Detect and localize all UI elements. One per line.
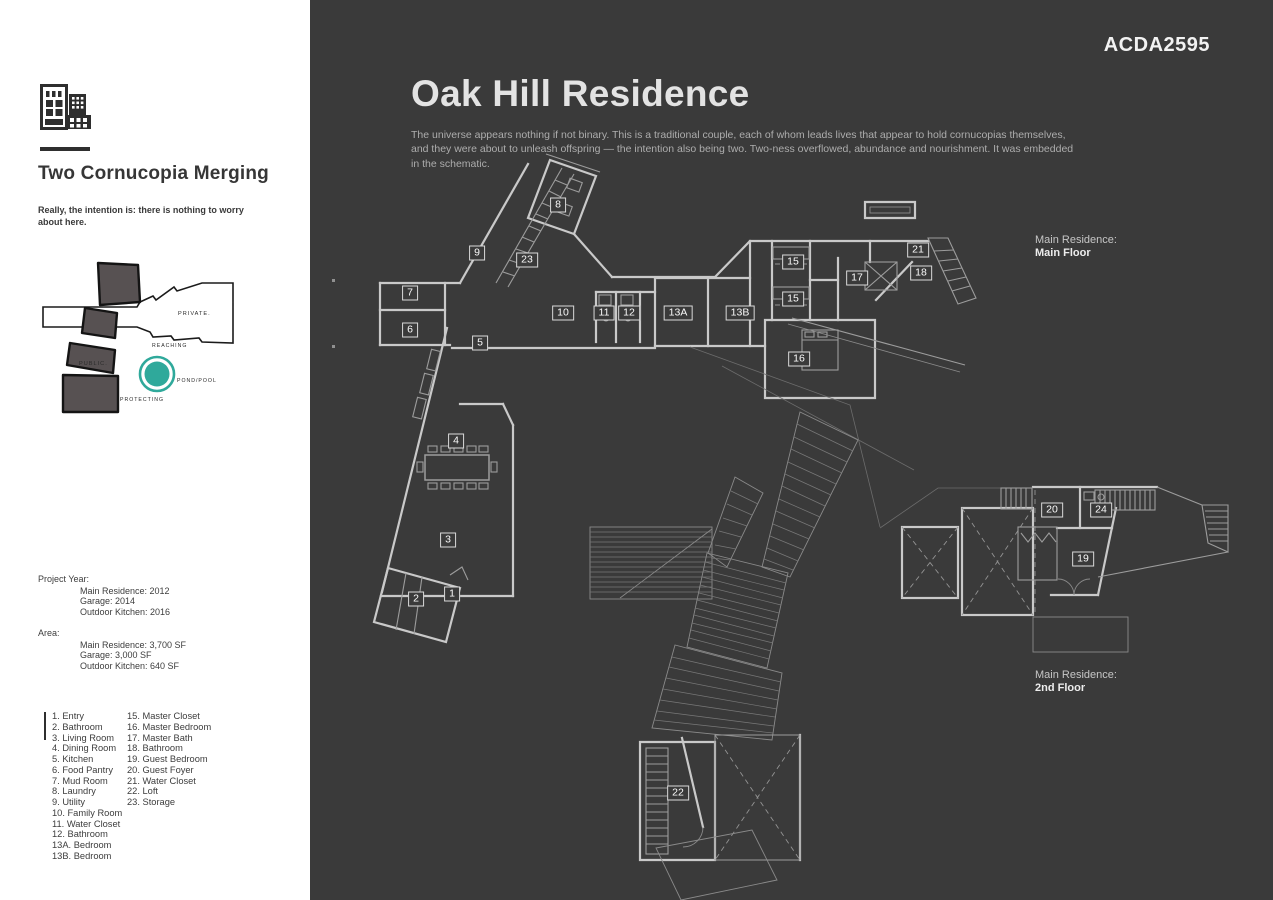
list-item: 5. Kitchen <box>52 754 94 764</box>
sketch-public-label: PUBLIC. <box>79 361 108 367</box>
pond-circle <box>145 362 170 387</box>
list-item: 12. Bathroom <box>52 829 108 840</box>
plan-label-21: 21 <box>907 243 929 258</box>
plan-labels-layer <box>310 0 1273 900</box>
project-year-block <box>38 574 170 617</box>
title-divider <box>40 147 90 151</box>
list-item: 22. Loft <box>127 786 159 797</box>
list-item: 2. Bathroom <box>52 721 103 732</box>
caption-second-floor-line1: Main Residence: <box>1035 669 1117 681</box>
project-year-label: Project Year: <box>38 574 90 584</box>
public-mass-4 <box>63 375 118 412</box>
caption-main-floor-line1: Main Residence: <box>1035 234 1117 246</box>
caption-main-floor-line2: Main Floor <box>1035 247 1091 259</box>
list-item: 19. Guest Bedroom <box>127 754 208 764</box>
list-item: 18. Bathroom <box>127 743 183 754</box>
plan-label-18: 18 <box>910 266 932 281</box>
plan-label-7: 7 <box>402 286 418 301</box>
list-item: 1. Entry <box>52 711 85 721</box>
concept-title: Two Cornucopia Merging <box>38 163 269 184</box>
list-item: Main Residence: 2012 <box>80 585 170 596</box>
plan-label-23: 23 <box>516 253 538 268</box>
list-item: Garage: 2014 <box>80 596 136 607</box>
list-item: 21. Water Closet <box>127 775 196 786</box>
list-item: Outdoor Kitchen: 2016 <box>80 606 171 617</box>
list-item: 8. Laundry <box>52 786 96 797</box>
area-block <box>38 628 186 671</box>
concept-sketch <box>30 255 245 425</box>
plan-label-4: 4 <box>448 434 464 449</box>
plan-label-15: 15 <box>782 292 804 307</box>
plan-label-24: 24 <box>1090 503 1112 518</box>
list-item: 7. Mud Room <box>52 775 108 786</box>
list-item: 10. Family Room <box>52 807 123 818</box>
plan-label-19: 19 <box>1072 552 1094 567</box>
plan-label-2: 2 <box>408 592 424 607</box>
plan-label-20: 20 <box>1041 503 1063 518</box>
plan-label-13A: 13A <box>664 306 693 321</box>
area-items <box>80 640 186 672</box>
list-item: 13B. Bedroom <box>52 850 112 861</box>
page-title: Oak Hill Residence <box>411 73 750 114</box>
project-code: ACDA2595 <box>1103 34 1210 56</box>
sketch-private-label: PRIVATE. <box>178 311 211 317</box>
plan-label-13B: 13B <box>726 306 755 321</box>
plan-label-22: 22 <box>667 786 689 801</box>
plan-label-9: 9 <box>469 246 485 261</box>
plan-label-12: 12 <box>618 306 640 321</box>
plan-label-11: 11 <box>594 306 615 321</box>
list-item: 15. Master Closet <box>127 711 200 721</box>
room-legend-col2 <box>127 711 211 808</box>
page-description: The universe appears nothing if not binary. This is a traditional couple, each of whom leads lives that appear to hold cornucopias themselves, and they were about to unleash offspring — the intention also being two. Two-ness overflowed, abundance and nourishment. It was embedded in the schematic. <box>411 129 1074 170</box>
public-mass-1 <box>98 263 140 305</box>
list-item: 13A. Bedroom <box>52 840 112 850</box>
sketch-pond-label: POND/POOL <box>177 378 217 384</box>
plan-label-6: 6 <box>402 323 418 338</box>
list-item: 23. Storage <box>127 797 176 807</box>
list-item: 4. Dining Room <box>52 743 117 754</box>
area-label: Area: <box>38 628 60 638</box>
concept-intro: Really, the intention is: there is nothing to worry about here. <box>38 205 244 228</box>
list-item: Garage: 3,000 SF <box>80 650 152 661</box>
list-item: 3. Living Room <box>52 732 115 743</box>
project-year-items <box>80 586 170 618</box>
plan-label-15: 15 <box>782 255 804 270</box>
list-item: 9. Utility <box>52 797 86 807</box>
list-item: 11. Water Closet <box>52 818 121 829</box>
plan-label-8: 8 <box>550 198 566 213</box>
caption-second-floor-line2: 2nd Floor <box>1035 682 1086 694</box>
plan-panel <box>310 0 1273 900</box>
sketch-reaching-label: REACHING <box>152 343 188 349</box>
list-item: 16. Master Bedroom <box>127 721 212 732</box>
sketch-protecting-label: PROTECTING <box>120 397 165 403</box>
buildings-logo-icon <box>40 84 92 132</box>
plan-label-5: 5 <box>472 336 488 351</box>
plan-label-17: 17 <box>846 271 868 286</box>
list-item: 17. Master Bath <box>127 732 193 743</box>
room-legend-col1 <box>52 711 122 862</box>
public-mass-3 <box>67 343 115 373</box>
plan-label-10: 10 <box>552 306 574 321</box>
public-mass-2 <box>82 308 117 338</box>
list-item: Main Residence: 3,700 SF <box>80 639 187 650</box>
legend-accent-bar <box>44 712 46 740</box>
list-item: 6. Food Pantry <box>52 764 113 775</box>
list-item: Outdoor Kitchen: 640 SF <box>80 660 180 671</box>
plan-label-16: 16 <box>788 352 810 367</box>
list-item: 20. Guest Foyer <box>127 764 194 775</box>
plan-label-1: 1 <box>444 587 460 602</box>
sidebar <box>0 0 311 900</box>
plan-label-3: 3 <box>440 533 456 548</box>
